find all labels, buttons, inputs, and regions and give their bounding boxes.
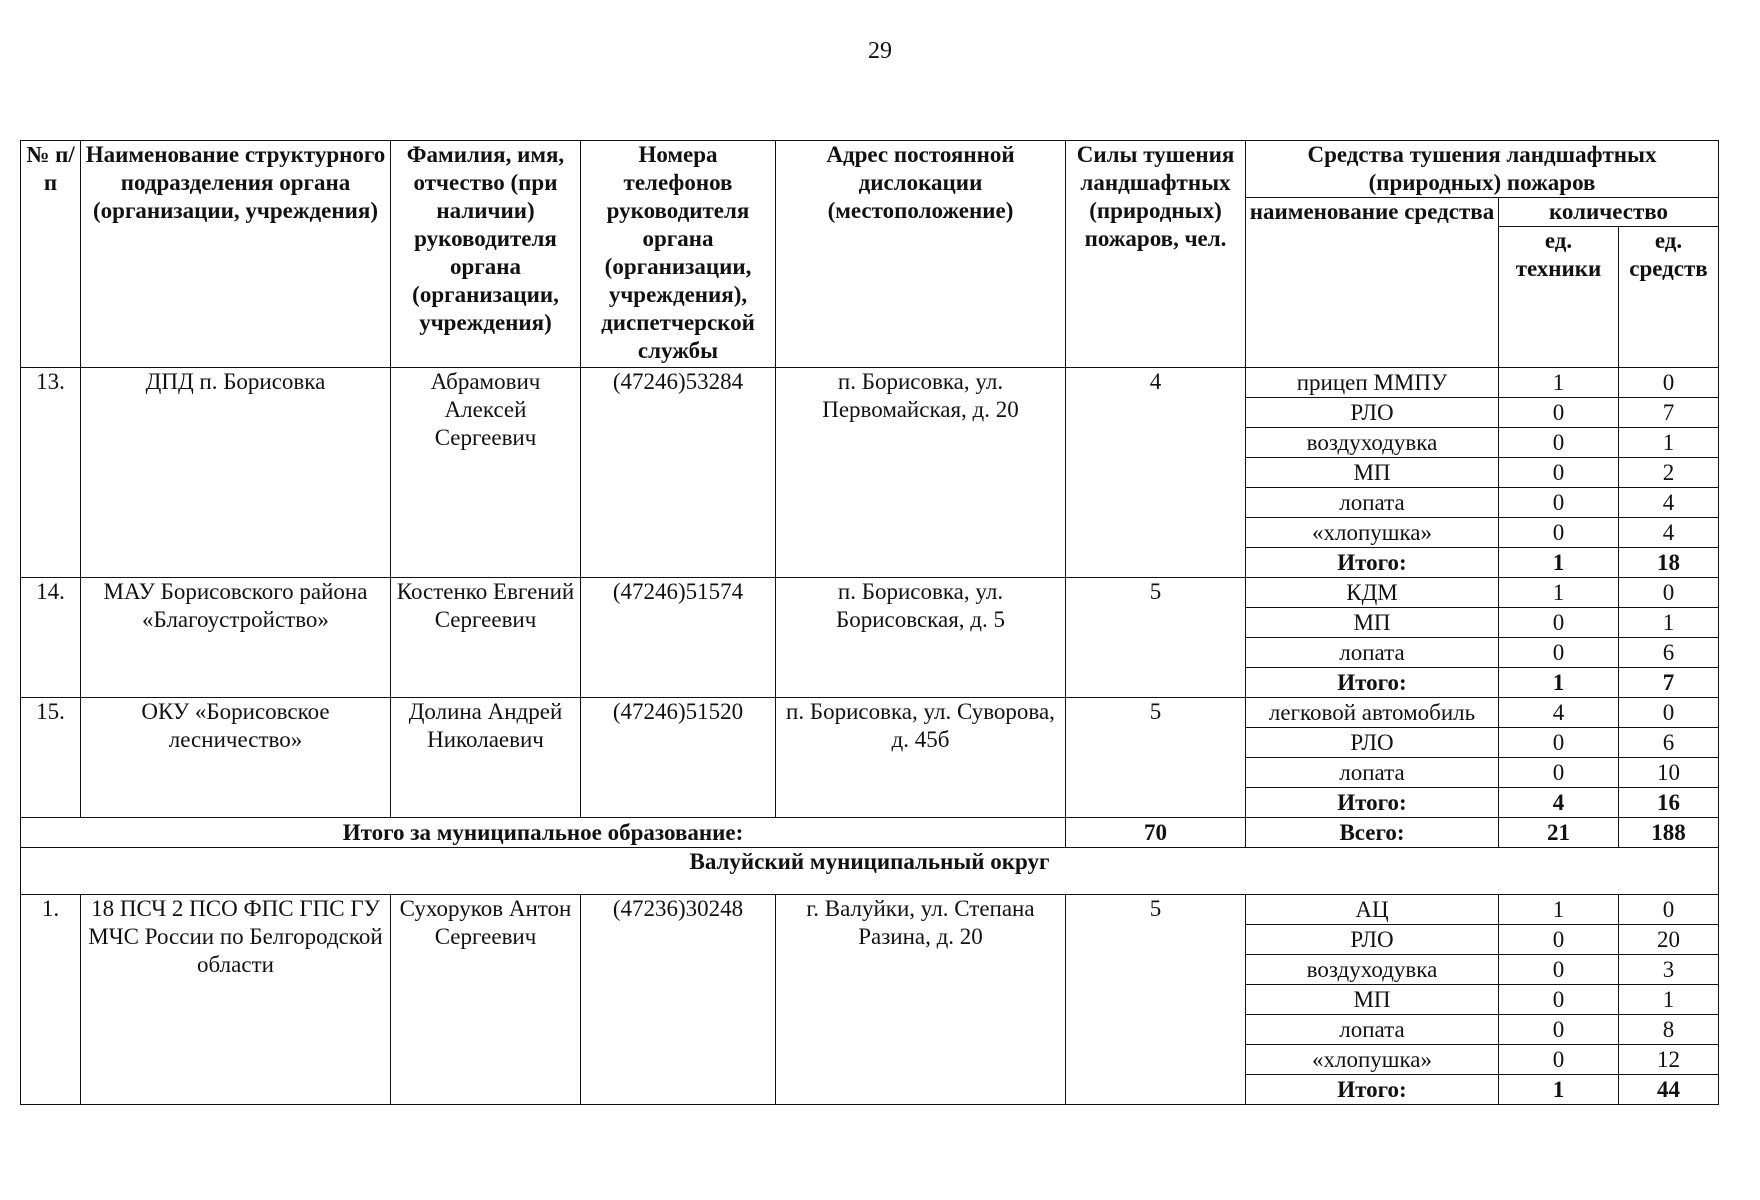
units-means: 1: [1619, 428, 1719, 458]
units-tech: 0: [1499, 1045, 1619, 1075]
units-means: 3: [1619, 955, 1719, 985]
means-name: воздуходувка: [1246, 955, 1499, 985]
total-means-name: Итого:: [1246, 788, 1499, 818]
units-means: 1: [1619, 985, 1719, 1015]
header-forces: Силы тушения ландшафтных (природных) пожаров, чел.: [1066, 141, 1246, 368]
units-tech: 0: [1499, 488, 1619, 518]
row-num: 13.: [21, 368, 81, 578]
units-tech: 0: [1499, 638, 1619, 668]
address: п. Борисовка, ул. Борисовская, д. 5: [776, 578, 1066, 698]
units-tech: 0: [1499, 458, 1619, 488]
means-name: МП: [1246, 458, 1499, 488]
units-tech: 0: [1499, 428, 1619, 458]
forces-table: [20, 140, 1719, 1105]
table-row: [21, 578, 1719, 608]
units-tech: 4: [1499, 698, 1619, 728]
total-units-means: 7: [1619, 668, 1719, 698]
units-tech: 0: [1499, 985, 1619, 1015]
units-means: 4: [1619, 488, 1719, 518]
means-name: прицеп ММПУ: [1246, 368, 1499, 398]
units-tech: 0: [1499, 518, 1619, 548]
header-means-name: наименование средства: [1246, 198, 1499, 368]
means-name: МП: [1246, 608, 1499, 638]
means-name: «хлопушка»: [1246, 518, 1499, 548]
unit-name: МАУ Борисовского района «Благоустройство»: [81, 578, 391, 698]
unit-name: ДПД п. Борисовка: [81, 368, 391, 578]
address: п. Борисовка, ул. Суворова, д. 45б: [776, 698, 1066, 818]
head-name: Абрамович Алексей Сергеевич: [391, 368, 581, 578]
units-means: 0: [1619, 368, 1719, 398]
units-means: 0: [1619, 895, 1719, 925]
means-name: РЛО: [1246, 925, 1499, 955]
means-name: КДМ: [1246, 578, 1499, 608]
table-row: [21, 895, 1719, 925]
units-means: 4: [1619, 518, 1719, 548]
means-name: лопата: [1246, 1015, 1499, 1045]
municipal-total-section: [21, 818, 1719, 895]
forces-count: 5: [1066, 698, 1246, 818]
units-tech: 1: [1499, 368, 1619, 398]
header-phones: Номера телефонов руководителя органа (организации, учреждения), диспетчерской службы: [581, 141, 776, 368]
units-tech: 0: [1499, 955, 1619, 985]
table-row: [21, 368, 1719, 398]
table-body-valuyki: [21, 895, 1719, 1105]
address: п. Борисовка, ул. Первомайская, д. 20: [776, 368, 1066, 578]
municipal-total-name: Всего:: [1246, 818, 1499, 848]
units-tech: 0: [1499, 925, 1619, 955]
total-units-means: 44: [1619, 1075, 1719, 1105]
units-means: 8: [1619, 1015, 1719, 1045]
row-num: 15.: [21, 698, 81, 818]
units-tech: 0: [1499, 728, 1619, 758]
municipal-total-forces: 70: [1066, 818, 1246, 848]
total-units-tech: 1: [1499, 668, 1619, 698]
header-num: № п/п: [21, 141, 81, 368]
phone-number: (47246)53284: [581, 368, 776, 578]
address: г. Валуйки, ул. Степана Разина, д. 20: [776, 895, 1066, 1105]
forces-count: 5: [1066, 895, 1246, 1105]
header-head-name: Фамилия, имя, отчество (при наличии) руководителя органа (организации, учреждения): [391, 141, 581, 368]
phone-number: (47246)51574: [581, 578, 776, 698]
means-name: лопата: [1246, 488, 1499, 518]
units-means: 7: [1619, 398, 1719, 428]
forces-count: 4: [1066, 368, 1246, 578]
total-units-tech: 4: [1499, 788, 1619, 818]
municipal-total-means: 188: [1619, 818, 1719, 848]
means-name: АЦ: [1246, 895, 1499, 925]
units-means: 10: [1619, 758, 1719, 788]
means-name: воздуходувка: [1246, 428, 1499, 458]
units-tech: 1: [1499, 895, 1619, 925]
total-means-name: Итого:: [1246, 668, 1499, 698]
means-name: лопата: [1246, 758, 1499, 788]
unit-name: 18 ПСЧ 2 ПСО ФПС ГПС ГУ МЧС России по Белгородской области: [81, 895, 391, 1105]
head-name: Сухоруков Антон Сергеевич: [391, 895, 581, 1105]
phone-number: (47236)30248: [581, 895, 776, 1105]
units-means: 1: [1619, 608, 1719, 638]
units-tech: 0: [1499, 1015, 1619, 1045]
means-name: легковой автомобиль: [1246, 698, 1499, 728]
units-means: 12: [1619, 1045, 1719, 1075]
total-units-means: 16: [1619, 788, 1719, 818]
head-name: Костенко Евгений Сергеевич: [391, 578, 581, 698]
header-means-group: Средства тушения ландшафтных (природных) пожаров: [1246, 141, 1719, 198]
table-body-borisovka: [21, 368, 1719, 818]
page-number: 29: [868, 38, 892, 64]
units-tech: 0: [1499, 758, 1619, 788]
header-quantity: количество: [1499, 198, 1719, 227]
unit-name: ОКУ «Борисовское лесничество»: [81, 698, 391, 818]
means-name: МП: [1246, 985, 1499, 1015]
total-units-tech: 1: [1499, 548, 1619, 578]
total-units-tech: 1: [1499, 1075, 1619, 1105]
municipal-total-label: Итого за муниципальное образование:: [21, 818, 1066, 848]
units-means: 2: [1619, 458, 1719, 488]
municipal-total-row: [21, 818, 1719, 848]
units-means: 6: [1619, 638, 1719, 668]
district-title: Валуйский муниципальный округ: [21, 848, 1719, 895]
forces-count: 5: [1066, 578, 1246, 698]
total-means-name: Итого:: [1246, 548, 1499, 578]
row-num: 14.: [21, 578, 81, 698]
units-means: 0: [1619, 698, 1719, 728]
units-means: 6: [1619, 728, 1719, 758]
units-means: 20: [1619, 925, 1719, 955]
header-units-tech: ед. техники: [1499, 227, 1619, 368]
row-num: 1.: [21, 895, 81, 1105]
municipal-total-tech: 21: [1499, 818, 1619, 848]
means-name: РЛО: [1246, 398, 1499, 428]
header-address: Адрес постоянной дислокации (местоположение): [776, 141, 1066, 368]
head-name: Долина Андрей Николаевич: [391, 698, 581, 818]
means-name: лопата: [1246, 638, 1499, 668]
total-means-name: Итого:: [1246, 1075, 1499, 1105]
table-row: [21, 698, 1719, 728]
header-unit: Наименование структурного подразделения органа (организации, учреждения): [81, 141, 391, 368]
phone-number: (47246)51520: [581, 698, 776, 818]
units-tech: 0: [1499, 608, 1619, 638]
district-row: [21, 848, 1719, 895]
units-tech: 1: [1499, 578, 1619, 608]
means-name: РЛО: [1246, 728, 1499, 758]
total-units-means: 18: [1619, 548, 1719, 578]
units-means: 0: [1619, 578, 1719, 608]
units-tech: 0: [1499, 398, 1619, 428]
header-units-means: ед. средств: [1619, 227, 1719, 368]
means-name: «хлопушка»: [1246, 1045, 1499, 1075]
